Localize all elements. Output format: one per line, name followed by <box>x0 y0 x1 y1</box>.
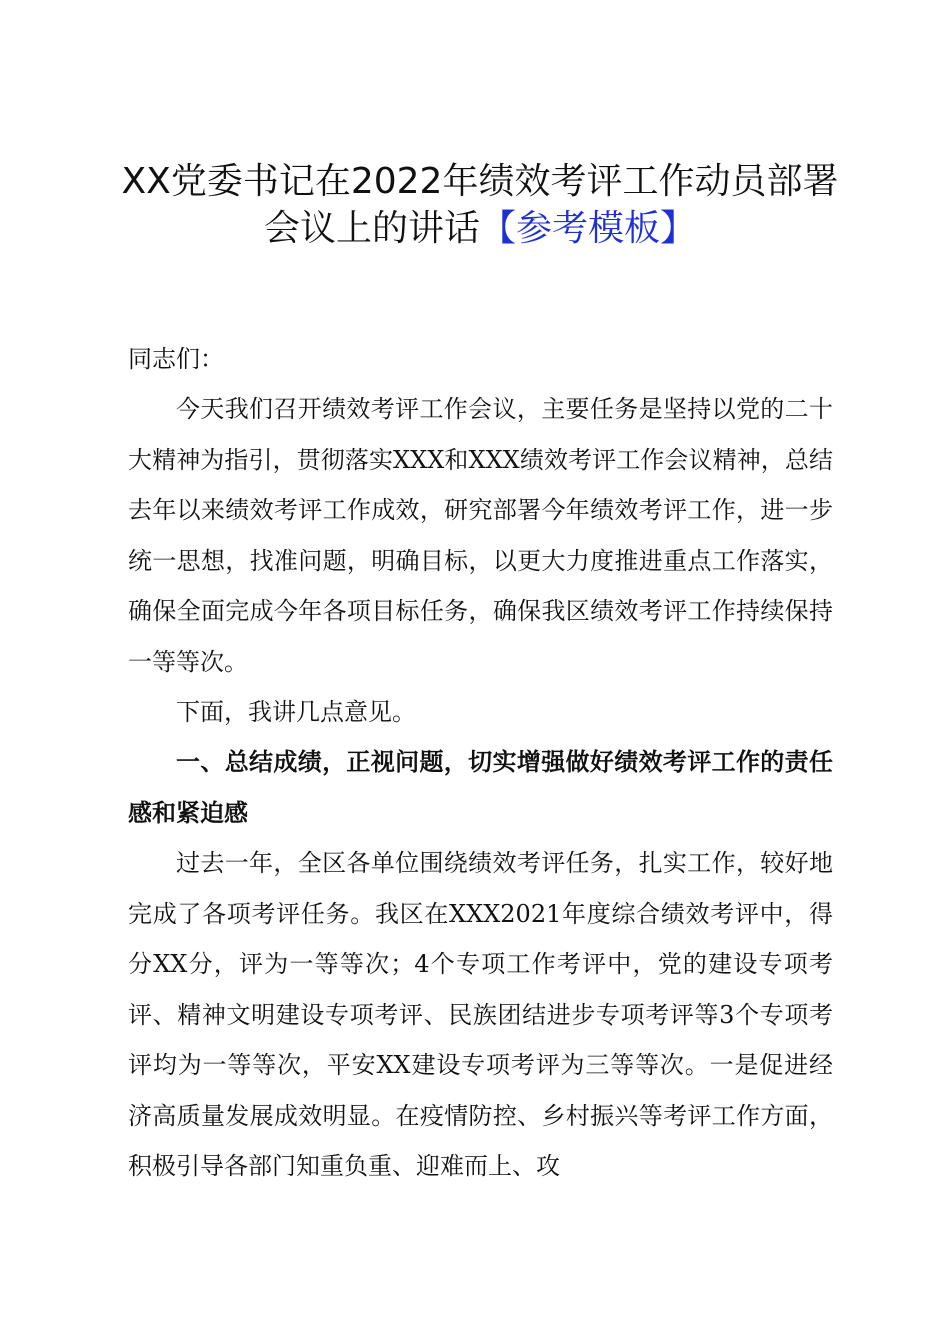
document-title-line-2 <box>110 208 850 249</box>
paragraph-transition: 下面，我讲几点意见。 <box>176 698 416 726</box>
title-text-line-2: 会议上的讲话 <box>263 208 480 249</box>
paragraph-intro: 今天我们召开绩效考评工作会议，主要任务是坚持以党的二十大精神为指引，贯彻落实XXX和XXX绩效考评工作会议精神，总结去年以来绩效考评工作成效，研究部署今年绩效考评工作，进一步统一思想，找准问题，明确目标，以更大力度推进重点工作落实，确保全面完成今年各项目标任务，确保我区绩效考评工作持续保持一等等次。 <box>128 395 833 676</box>
title-template-tag: 【参考模板】 <box>480 208 697 249</box>
section-heading-1: 一、总结成绩，正视问题，切实增强做好绩效考评工作的责任感和紧迫感 <box>128 748 833 827</box>
title-text-line-1: XX党委书记在2022年绩效考评工作动员部署 <box>121 161 839 202</box>
paragraph-achievements: 过去一年，全区各单位围绕绩效考评任务，扎实工作，较好地完成了各项考评任务。我区在XXX2021年度综合绩效考评中，得分XX分，评为一等等次；4个专项工作考评中，党的建设专项考评、精神文明建设专项考评、民族团结进步专项考评等3个专项考评均为一等等次，平安XX建设专项考评为三等等次。一是促进经济高质量发展成效明显。在疫情防控、乡村振兴等考评工作方面，积极引导各部门知重负重、迎难而上、攻 <box>128 849 833 1180</box>
document-title-line-1 <box>110 161 850 202</box>
greeting: 同志们： <box>128 345 224 373</box>
